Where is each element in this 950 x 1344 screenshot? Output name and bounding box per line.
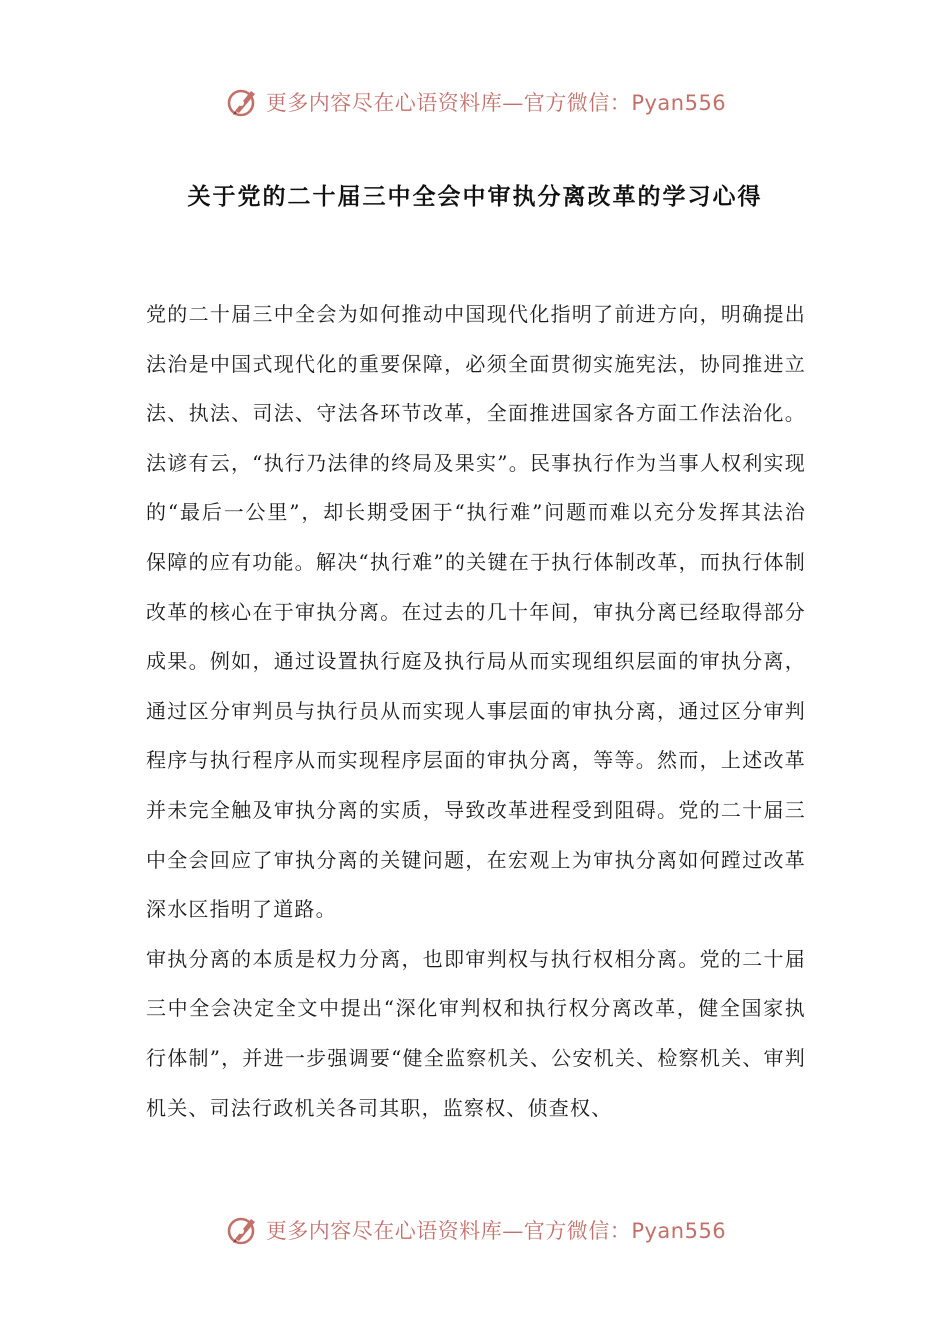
- document-body: [146, 290, 806, 1133]
- pen-circle-logo-icon: [224, 1212, 260, 1248]
- watermark-banner-bottom: [0, 1208, 950, 1252]
- paragraph: 审执分离的本质是权力分离，也即审判权与执行权相分离。党的二十届三中全会决定全文中提出“深化审判权和执行权分离改革，健全国家执行体制”，并进一步强调要“健全监察机关、公安机关、检察机关、审判机关、司法行政机关各司其职，监察权、侦查权、: [146, 946, 806, 1120]
- watermark-banner-top: [0, 80, 950, 124]
- paragraph: 党的二十届三中全会为如何推动中国现代化指明了前进方向，明确提出法治是中国式现代化的重要保障，必须全面贯彻实施宪法，协同推进立法、执法、司法、守法各环节改革，全面推进国家各方面工作法治化。法谚有云，“执行乃法律的终局及果实”。民事执行作为当事人权利实现的“最后一公里”，却长期受困于“执行难”问题而难以充分发挥其法治保障的应有功能。解决“执行难”的关键在于执行体制改革，而执行体制改革的核心在于审执分离。在过去的几十年间，审执分离已经取得部分成果。例如，通过设置执行庭及执行局从而实现组织层面的审执分离，通过区分审判员与执行员从而实现人事层面的审执分离，通过区分审判程序与执行程序从而实现程序层面的审执分离，等等。然而，上述改革并未完全触及审执分离的实质，导致改革进程受到阻碍。党的二十届三中全会回应了审执分离的关键问题，在宏观上为审执分离如何蹚过改革深水区指明了道路。: [146, 302, 806, 922]
- watermark-text: 更多内容尽在心语资料库—官方微信：Pyan556: [265, 91, 727, 115]
- pen-circle-logo-icon: [224, 84, 260, 120]
- document-title: 关于党的二十届三中全会中审执分离改革的学习心得: [187, 184, 763, 210]
- watermark-text: 更多内容尽在心语资料库—官方微信：Pyan556: [265, 1219, 727, 1243]
